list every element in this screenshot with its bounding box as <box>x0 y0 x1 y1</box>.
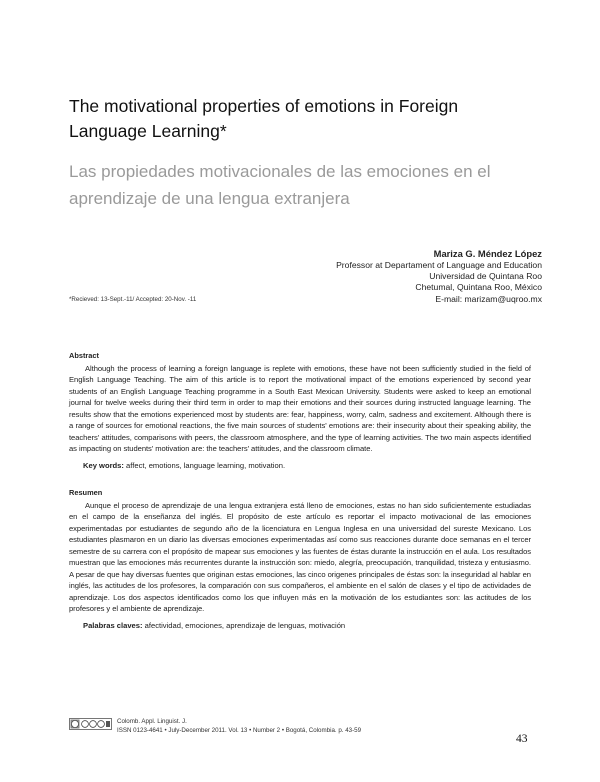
abstract-keywords-list: affect, emotions, language learning, motivation. <box>123 460 286 470</box>
abstract-section <box>69 350 531 471</box>
author-email: E-mail: marizam@uqroo.mx <box>435 293 542 304</box>
title-es-line-2: aprendizaje de una lengua extranjera <box>69 189 350 208</box>
received-accepted-dates: *Recieved: 13-Sept.-11/ Accepted: 20-Nov. -11 <box>69 296 197 303</box>
abstract-keywords <box>69 460 531 472</box>
title-en-line-1: The motivational properties of emotions in Foreign <box>69 96 459 116</box>
author-affiliation-2: Universidad de Quintana Roo <box>429 271 542 282</box>
page-number: 43 <box>516 733 528 745</box>
author-affiliation-1: Professor at Departament of Language and Education <box>336 260 542 270</box>
title-es-line-1: Las propiedades motivacionales de las emociones en el <box>69 162 491 181</box>
article-title-english <box>69 94 539 144</box>
title-en-line-2: Language Learning* <box>69 121 227 141</box>
journal-name: Colomb. Appl. Linguist. J. <box>117 718 187 725</box>
resumen-section <box>69 487 531 631</box>
article-title-spanish <box>69 158 549 212</box>
abstract-keywords-label: Key words: <box>83 460 124 470</box>
journal-citation <box>117 717 361 735</box>
author-name: Mariza G. Méndez López <box>433 248 542 259</box>
creative-commons-license-logo <box>69 718 112 730</box>
resumen-keywords <box>69 620 531 632</box>
journal-issn-details: ISSN 0123-4641 • July-December 2011. Vol. 13 • Number 2 • Bogotá, Colombia. p. 43-59 <box>117 727 362 734</box>
resumen-heading: Resumen <box>69 488 103 497</box>
author-affiliation-3: Chetumal, Quintana Roo, México <box>415 282 542 293</box>
abstract-heading: Abstract <box>69 351 99 360</box>
abstract-body: Although the process of learning a foreign language is replete with emotions, these have not been sufficiently studied in the field of English Language Teaching. The aim of this article is to report the motivational impact of the emotions experienced by second year students of an English Language Teaching programme in a South East Mexican University. Students were asked to keep an emotional journal for twelve weeks during their third term in order to map their emotions and their sources during instructed language learning. The results show that the emotions experienced most by students are: fear, happiness, worry, calm, sadness and excitement. Although there is a range of sources for emotional reactions, the five main sources of students' emotions are: their insecurity about their speaking ability, the teachers' attitudes, comparisons with peers, the classroom atmosphere, and the type of learning activities. The two main aspects identified as impacting on students' motivation are: the teachers' attitudes, and the classroom climate. <box>69 363 531 453</box>
resumen-keywords-label: Palabras claves: <box>83 620 143 630</box>
author-block <box>336 248 542 305</box>
resumen-body: Aunque el proceso de aprendizaje de una lengua extranjera está lleno de emociones, estas no han sido suficientemente estudiadas en el campo de la enseñanza del inglés. El propósito de este artículo es reportar el impacto motivacional de las emociones experimentadas por estudiantes de segundo año de la licenciatura en Lengua Inglesa en una universidad del sureste Mexicano. Los estudiantes plasmaron en un diario las diversas emociones experimentadas así como sus reacciones durante doce semanas en el tercer semestre de su carrera con el propósito de mapear sus emociones y las fuentes de éstas durante la instrucción en el aula. Los resultados muestran que las emociones más recurrentes durante la instrucción son: miedo, alegría, preocupación, tranquilidad, tristeza y entusiasmo. A pesar de que hay diversas fuentes que originan estas emociones, las cinco origenes principales de éstas son: la inseguridad al hablar en inglés, las actitudes de los profesores, la comparación con sus compañeros, el ambiente en el salón de clases y el tipo de actividades de aprendizaje. Los dos aspectos identificados como los que influyen más en la motivación de los estudiantes son: las actitudes de los profesores y el ambiente de aprendizaje. <box>69 500 531 613</box>
resumen-keywords-list: afectividad, emociones, aprendizaje de lenguas, motivación <box>142 620 346 630</box>
